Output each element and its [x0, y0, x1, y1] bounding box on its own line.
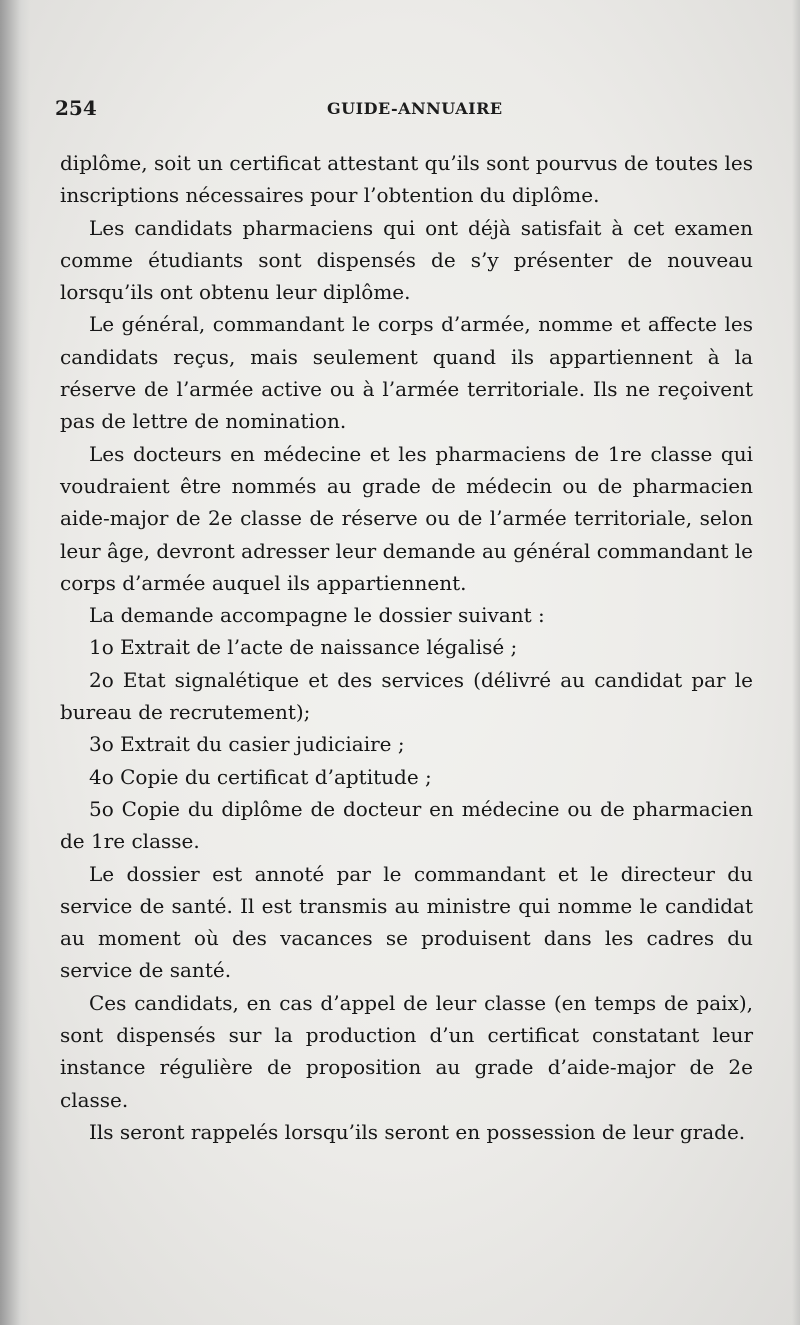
paragraph: Le général, commandant le corps d’armée, nomme et affecte les candidats reçus, mais seulement quand ils appartiennent à la réserve de l’armée active ou à l’armée territoriale. Ils ne reçoivent pas de lettre de nomination. — [60, 312, 753, 434]
page-spine-shadow — [0, 0, 30, 1325]
body-text — [60, 147, 753, 1148]
paragraph: Ils seront rappelés lorsqu’ils seront en possession de leur grade. — [89, 1119, 746, 1144]
paragraph: diplôme, soit un certificat attestant qu’ils sont pourvus de toutes les inscriptions nécessaires pour l’obtention du diplôme. — [60, 151, 753, 208]
paragraph: Ces candidats, en cas d’appel de leur classe (en temps de paix), sont dispensés sur la production d’un certificat constatant leur instance régulière de proposition au grade d’aide-major de 2e classe. — [60, 990, 753, 1112]
list-item: 4o Copie du certificat d’aptitude ; — [89, 764, 432, 789]
running-title: GUIDE-ANNUAIRE — [327, 99, 503, 118]
paragraph: Les docteurs en médecine et les pharmaciens de 1re classe qui voudraient être nommés au grade de médecin ou de pharmacien aide-major de 2e classe de réserve ou de l’armée territoriale, selon leur âge, devront adresser leur demande au général commandant le corps d’armée auquel ils appartiennent. — [60, 441, 753, 595]
page-edge-shadow — [792, 0, 800, 1325]
page-number: 254 — [55, 96, 97, 120]
paragraph: Les candidats pharmaciens qui ont déjà satisfait à cet examen comme étudiants sont dispensés de s’y présenter de nouveau lorsqu’ils ont obtenu leur diplôme. — [60, 215, 753, 305]
list-item: 5o Copie du diplôme de docteur en médecine ou de pharmacien de 1re classe. — [60, 796, 753, 854]
list-item: 1o Extrait de l’acte de naissance légalisé ; — [89, 635, 518, 660]
paragraph: Le dossier est annoté par le commandant et le directeur du service de santé. Il est transmis au ministre qui nomme le candidat au moment où des vacances se produisent dans les cadres du service de santé. — [60, 861, 753, 983]
paragraph: La demande accompagne le dossier suivant : — [89, 603, 545, 628]
running-header — [55, 96, 755, 126]
list-item: 2o Etat signalétique et des services (délivré au candidat par le bureau de recrutement); — [60, 667, 753, 725]
list-item: 3o Extrait du casier judiciaire ; — [89, 732, 405, 757]
